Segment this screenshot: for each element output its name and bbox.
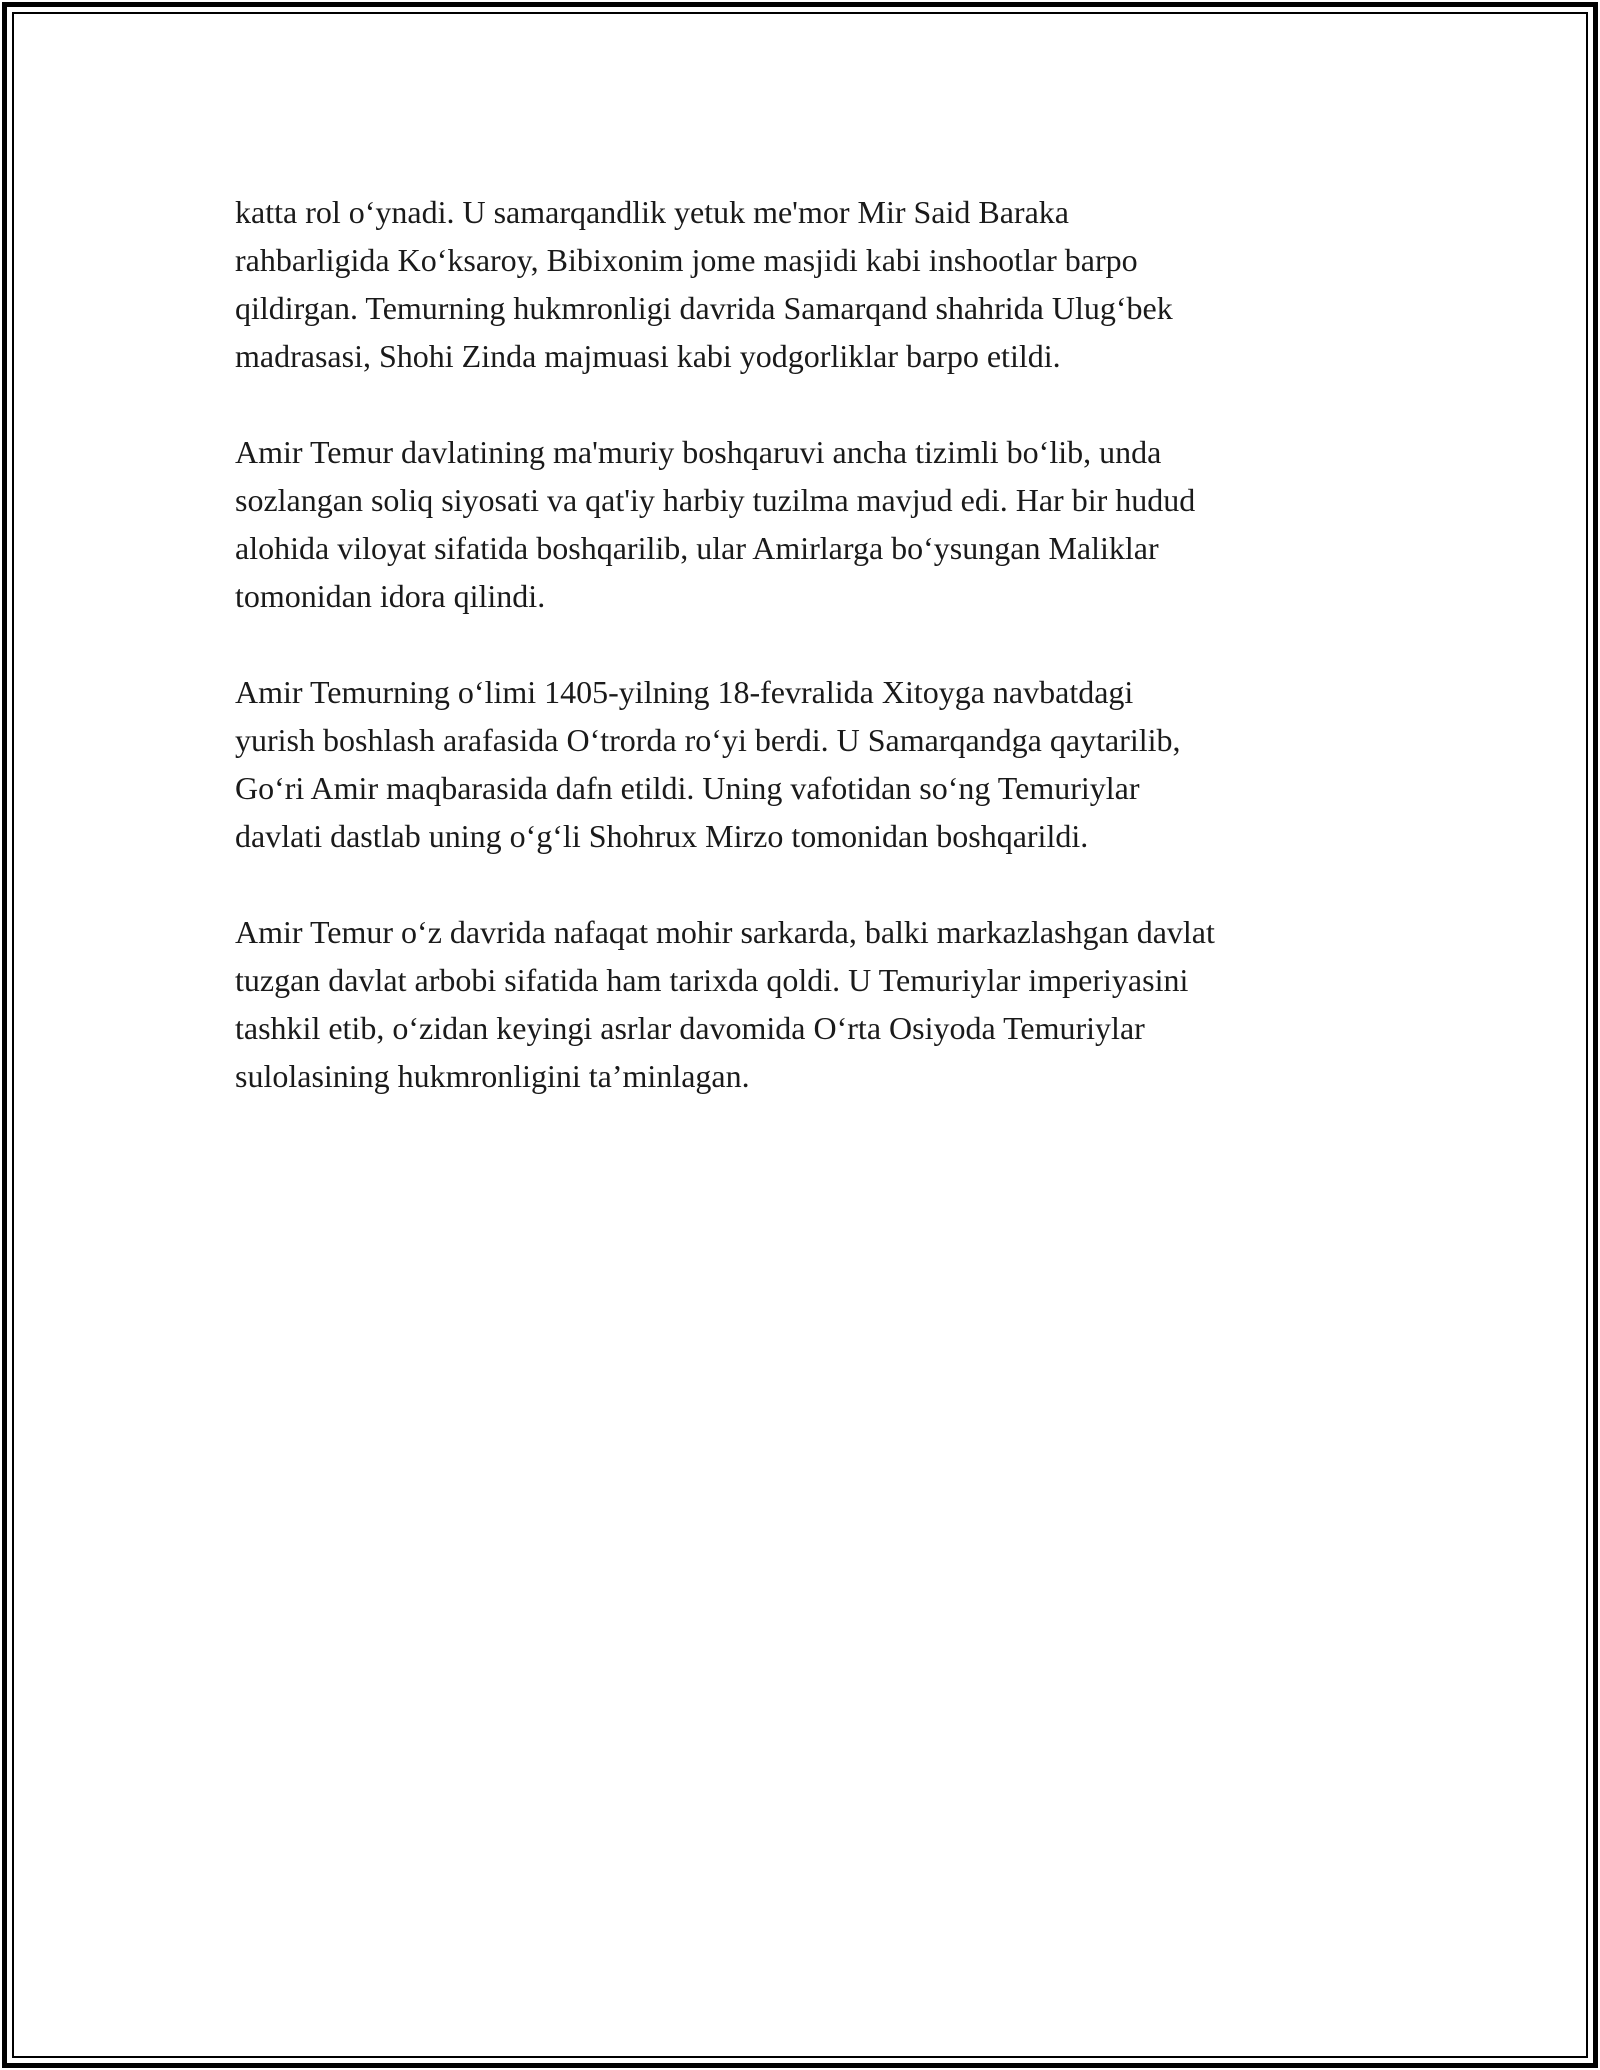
text-line: Amir Temur davlatining ma'muriy boshqaruvi ancha tizimli bo‘lib, unda [235, 434, 1162, 470]
text-line: Go‘ri Amir maqbarasida dafn etildi. Uning vafotidan so‘ng Temuriylar [235, 770, 1140, 806]
text-line: rahbarligida Ko‘ksaroy, Bibixonim jome masjidi kabi inshootlar barpo [235, 242, 1138, 278]
text-line: tomonidan idora qilindi. [235, 578, 546, 614]
paragraph-2 [235, 428, 1385, 620]
text-line: davlati dastlab uning o‘g‘li Shohrux Mirzo tomonidan boshqarildi. [235, 818, 1089, 854]
text-line: alohida viloyat sifatida boshqarilib, ular Amirlarga bo‘ysungan Maliklar [235, 530, 1159, 566]
text-line: madrasasi, Shohi Zinda majmuasi kabi yodgorliklar barpo etildi. [235, 338, 1061, 374]
text-line: yurish boshlash arafasida O‘trorda ro‘yi berdi. U Samarqandga qaytarilib, [235, 722, 1181, 758]
text-line: qildirgan. Temurning hukmronligi davrida Samarqand shahrida Ulug‘bek [235, 290, 1173, 326]
text-line: tashkil etib, o‘zidan keyingi asrlar davomida O‘rta Osiyoda Temuriylar [235, 1010, 1145, 1046]
paragraph-1 [235, 188, 1385, 380]
text-line: sozlangan soliq siyosati va qat'iy harbiy tuzilma mavjud edi. Har bir hudud [235, 482, 1196, 518]
text-line: Amir Temurning o‘limi 1405-yilning 18-fevralida Xitoyga navbatdagi [235, 674, 1134, 710]
document-body [235, 188, 1385, 1148]
text-line: Amir Temur o‘z davrida nafaqat mohir sarkarda, balki markazlashgan davlat [235, 914, 1215, 950]
paragraph-4 [235, 908, 1385, 1100]
text-line: tuzgan davlat arbobi sifatida ham tarixda qoldi. U Temuriylar imperiyasini [235, 962, 1189, 998]
text-line: sulolasining hukmronligini ta’minlagan. [235, 1058, 750, 1094]
paragraph-3 [235, 668, 1385, 860]
text-line: katta rol o‘ynadi. U samarqandlik yetuk me'mor Mir Said Baraka [235, 194, 1069, 230]
